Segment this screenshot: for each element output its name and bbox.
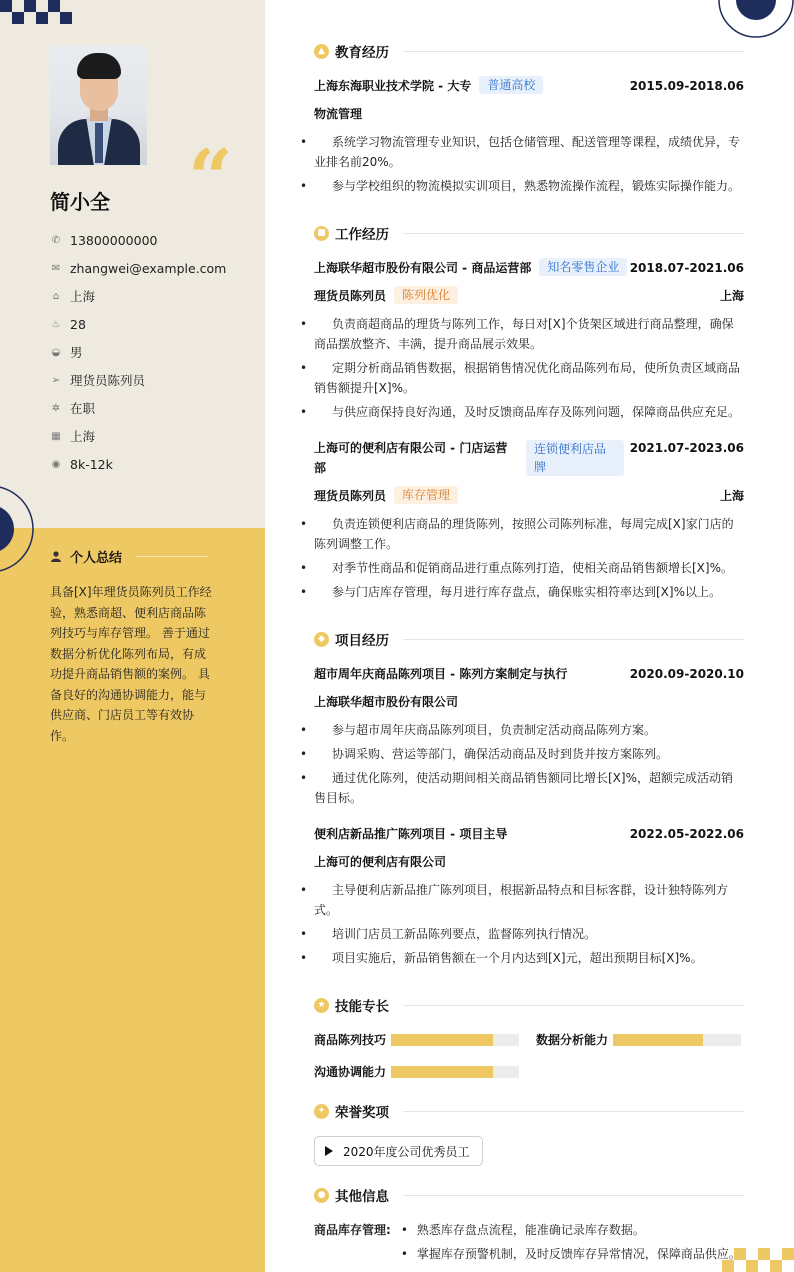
contact-position: ➢ 理货员陈列员 bbox=[51, 373, 146, 388]
list-item: • 培训门店员工新品陈列要点，监督陈列执行情况。 bbox=[314, 924, 744, 944]
school-tag: 普通高校 bbox=[479, 76, 543, 94]
major: 物流管理 bbox=[314, 107, 363, 121]
skill-bar-fill bbox=[391, 1034, 493, 1046]
trophy-icon: ✦ bbox=[314, 1104, 329, 1119]
list-item: • 熟悉库存盘点流程，能准确记录库存数据。 bbox=[401, 1220, 741, 1240]
list-item: • 主导便利店新品推广陈列项目，根据新品特点和目标客群，设计独特陈列方式。 bbox=[314, 880, 744, 920]
section-projects: ◆ 项目经历 bbox=[314, 629, 744, 649]
section-work: ■ 工作经历 bbox=[314, 223, 744, 243]
list-item: • 负责商超商品的理货与陈列工作，每日对[X]个货架区域进行商品整理，确保商品摆放整齐、丰满，提升商品展示效果。 bbox=[314, 314, 744, 354]
home-icon: ⌂ bbox=[52, 290, 60, 302]
skill-bar-fill bbox=[391, 1066, 493, 1078]
company-tag: 连锁便利店品牌 bbox=[526, 440, 624, 476]
briefcase-icon: ■ bbox=[314, 226, 329, 241]
company-name: 上海可的便利店有限公司 - 门店运营部 bbox=[314, 441, 508, 475]
phone-icon: ✆ bbox=[51, 234, 61, 246]
divider bbox=[403, 639, 744, 640]
graduation-icon: ▲ bbox=[314, 44, 329, 59]
job-date: 2021.07-2023.06 bbox=[629, 441, 744, 455]
person-icon bbox=[50, 551, 62, 563]
sidebar bbox=[0, 0, 265, 1272]
list-item: • 通过优化陈列，使活动期间相关商品销售额同比增长[X]%，超额完成活动销售目标。 bbox=[314, 768, 744, 808]
ring-decoration bbox=[0, 484, 45, 574]
divider bbox=[136, 556, 208, 557]
role-tag: 库存管理 bbox=[394, 486, 458, 504]
skill-bar bbox=[391, 1066, 519, 1078]
education-date: 2015.09-2018.06 bbox=[629, 79, 744, 93]
project-bullets bbox=[314, 880, 744, 972]
job-city: 上海 bbox=[719, 289, 744, 303]
divider bbox=[403, 1195, 744, 1196]
list-item: • 参与门店库存管理，每月进行库存盘点，确保账实相符率达到[X]%以上。 bbox=[314, 582, 744, 602]
job-header bbox=[314, 438, 744, 478]
list-item: • 定期分析商品销售数据，根据销售情况优化商品陈列布局，使所负责区域商品销售额提升[X]%。 bbox=[314, 358, 744, 398]
job-role-row bbox=[314, 286, 744, 306]
profile-photo bbox=[50, 45, 147, 165]
ring-decoration-top bbox=[718, 0, 794, 40]
contact-salary: ◉ 8k-12k bbox=[51, 456, 113, 472]
job-bullets bbox=[314, 314, 744, 426]
list-item: • 参与学校组织的物流模拟实训项目，熟悉物流操作流程，锻炼实际操作能力。 bbox=[314, 176, 744, 196]
contact-list bbox=[50, 226, 226, 478]
summary-text: 具备[X]年理货员陈列员工作经验，熟悉商超、便利店商品陈列技巧与库存管理。 善于通过数据分析优化陈列布局，有成功提升商品销售额的案例。 具备良好的沟通协调能力，能与供应商、门店员工等有效协作。 bbox=[50, 585, 212, 743]
award-item: 2020年度公司优秀员工 bbox=[314, 1136, 483, 1166]
other-info bbox=[314, 1220, 744, 1268]
company-name: 上海联华超市股份有限公司 - 商品运营部 bbox=[314, 261, 532, 275]
contact-age: ♨ 28 bbox=[51, 316, 86, 332]
list-item: • 对季节性商品和促销商品进行重点陈列打造，使相关商品销售额增长[X]%。 bbox=[314, 558, 744, 578]
building-icon: ▦ bbox=[51, 430, 61, 442]
skill-bar bbox=[391, 1034, 519, 1046]
section-awards: ✦ 荣誉奖项 bbox=[314, 1101, 744, 1121]
contact-target-city: ▦ 上海 bbox=[51, 429, 96, 444]
gender-icon: ◒ bbox=[51, 346, 61, 358]
contact-location: ⌂ 上海 bbox=[50, 282, 226, 310]
skill-item bbox=[314, 1031, 519, 1048]
job-date: 2018.07-2021.06 bbox=[629, 261, 744, 275]
job-city: 上海 bbox=[719, 489, 744, 503]
play-icon bbox=[325, 1146, 333, 1156]
list-item: • 参与超市周年庆商品陈列项目，负责制定活动商品陈列方案。 bbox=[314, 720, 744, 740]
project-date: 2022.05-2022.06 bbox=[629, 827, 744, 841]
project-org-row bbox=[314, 692, 744, 712]
divider bbox=[403, 51, 744, 52]
list-item: • 掌握库存预警机制，及时反馈库存异常情况，保障商品供应。 bbox=[401, 1244, 741, 1264]
other-bullets bbox=[401, 1220, 741, 1268]
status-icon: ✲ bbox=[51, 402, 61, 414]
skill-bar-fill bbox=[613, 1034, 703, 1046]
quote-mark-decoration: “ bbox=[188, 133, 233, 224]
contact-email: ✉ zhangwei@example.com bbox=[51, 260, 227, 276]
project-name: 便利店新品推广陈列项目 - 项目主导 bbox=[314, 827, 508, 841]
contact-status: ✲ 在职 bbox=[51, 401, 96, 416]
skill-icon: ★ bbox=[314, 998, 329, 1013]
skill-item bbox=[536, 1031, 741, 1048]
job-role: 理货员陈列员 bbox=[314, 489, 387, 503]
divider bbox=[403, 233, 744, 234]
list-item: • 系统学习物流管理专业知识，包括仓储管理、配送管理等课程，成绩优异，专业排名前20%。 bbox=[314, 132, 744, 172]
section-skills: ★ 技能专长 bbox=[314, 995, 744, 1015]
project-header bbox=[314, 664, 744, 684]
info-icon: ● bbox=[314, 1188, 329, 1203]
skill-bar bbox=[613, 1034, 741, 1046]
candidate-name: 简小全 bbox=[50, 190, 110, 214]
list-item: • 负责连锁便利店商品的理货陈列，按照公司陈列标准，每周完成[X]家门店的陈列调整工作。 bbox=[314, 514, 744, 554]
project-date: 2020.09-2020.10 bbox=[629, 667, 744, 681]
list-item: • 项目实施后，新品销售额在一个月内达到[X]元，超出预期目标[X]%。 bbox=[314, 948, 744, 968]
skill-name: 数据分析能力 bbox=[536, 1033, 609, 1047]
education-bullets bbox=[314, 132, 744, 200]
send-icon: ➢ bbox=[51, 374, 61, 386]
company-tag: 知名零售企业 bbox=[539, 258, 627, 276]
skill-item bbox=[314, 1063, 519, 1080]
checker-decoration bbox=[0, 0, 76, 24]
job-header bbox=[314, 258, 744, 278]
role-tag: 陈列优化 bbox=[394, 286, 458, 304]
salary-icon: ◉ bbox=[51, 458, 61, 470]
section-other: ● 其他信息 bbox=[314, 1185, 744, 1205]
cake-icon: ♨ bbox=[51, 318, 61, 330]
divider bbox=[403, 1005, 744, 1006]
mail-icon: ✉ bbox=[51, 262, 61, 274]
summary-heading: 个人总结 bbox=[50, 547, 208, 566]
school-name: 上海东海职业技术学院 - 大专 bbox=[314, 79, 472, 93]
list-item: • 与供应商保持良好沟通，及时反馈商品库存及陈列问题，保障商品供应充足。 bbox=[314, 402, 744, 422]
skill-name: 沟通协调能力 bbox=[314, 1065, 387, 1079]
project-org: 上海联华超市股份有限公司 bbox=[314, 695, 459, 709]
project-org-row bbox=[314, 852, 744, 872]
project-header bbox=[314, 824, 744, 844]
job-bullets bbox=[314, 514, 744, 606]
project-bullets bbox=[314, 720, 744, 812]
divider bbox=[403, 1111, 744, 1112]
job-role: 理货员陈列员 bbox=[314, 289, 387, 303]
other-label: 商品库存管理: bbox=[314, 1223, 391, 1237]
list-item: • 协调采购、营运等部门，确保活动商品及时到货并按方案陈列。 bbox=[314, 744, 744, 764]
section-education: ▲ 教育经历 bbox=[314, 41, 744, 61]
education-major-row bbox=[314, 104, 744, 124]
project-icon: ◆ bbox=[314, 632, 329, 647]
project-org: 上海可的便利店有限公司 bbox=[314, 855, 447, 869]
job-role-row bbox=[314, 486, 744, 506]
project-name: 超市周年庆商品陈列项目 - 陈列方案制定与执行 bbox=[314, 667, 568, 681]
contact-gender: ◒ 男 bbox=[51, 345, 83, 360]
contact-phone: ✆ 13800000000 bbox=[51, 232, 158, 248]
skill-name: 商品陈列技巧 bbox=[314, 1033, 387, 1047]
education-header bbox=[314, 76, 744, 96]
